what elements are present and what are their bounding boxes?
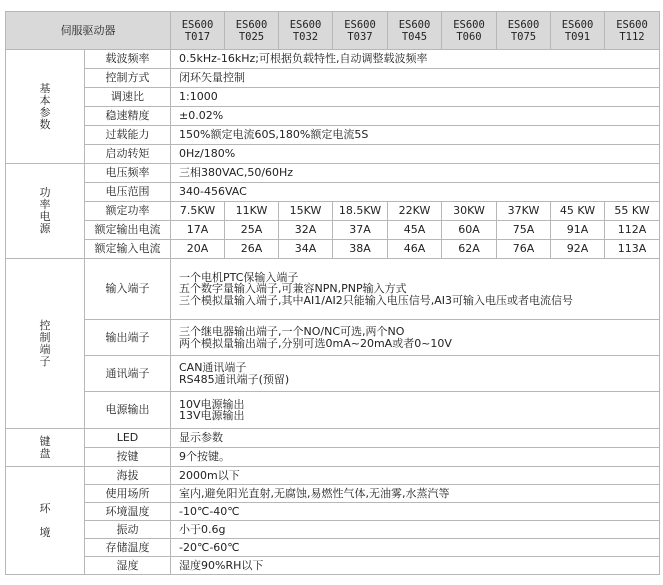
- model-t017: ES600 T017: [171, 12, 225, 50]
- rated-power-cell: 7.5KW: [171, 202, 225, 221]
- row-value: [171, 259, 660, 320]
- table-row: [6, 164, 660, 183]
- comm-terminal-line: CAN通讯端子: [179, 361, 247, 374]
- row-label: 输入端子: [85, 259, 171, 320]
- row-label: 海拔: [85, 467, 171, 485]
- output-terminal-line: 三个继电器输出端子,一个NO/NC可选,两个NO: [179, 325, 405, 338]
- model-t075: ES600 T075: [497, 12, 551, 50]
- category-power: 功率电源: [6, 164, 85, 259]
- model-t091: ES600 T091: [551, 12, 605, 50]
- table-row: [6, 503, 660, 521]
- table-row: [6, 448, 660, 467]
- row-label: 控制方式: [85, 69, 171, 88]
- input-terminal-line: 三个模拟量输入端子,其中AI1/AI2只能输入电压信号,AI3可输入电压或者电流信号: [179, 293, 573, 307]
- header-title: 伺服驱动器: [6, 12, 171, 50]
- output-current-cell: 45A: [388, 221, 442, 240]
- table-row: [6, 467, 660, 485]
- row-label: 通讯端子: [85, 356, 171, 392]
- row-label: 输出端子: [85, 320, 171, 356]
- row-value: ±0.02%: [171, 107, 660, 126]
- input-current-cell: 46A: [388, 240, 442, 259]
- table-row: [6, 107, 660, 126]
- output-current-cell: 25A: [225, 221, 279, 240]
- row-value: 闭环矢量控制: [171, 69, 660, 88]
- table-row: [6, 183, 660, 202]
- input-current-cell: 62A: [442, 240, 497, 259]
- row-label: 使用场所: [85, 485, 171, 503]
- table-row: [6, 429, 660, 448]
- table-row: [6, 557, 660, 575]
- table-row: [6, 145, 660, 164]
- table-row: [6, 392, 660, 429]
- table-row: [6, 485, 660, 503]
- table-row: [6, 88, 660, 107]
- category-environment: 环境: [6, 467, 85, 575]
- model-t032: ES600 T032: [279, 12, 333, 50]
- rated-power-cell: 30KW: [442, 202, 497, 221]
- row-value: 340-456VAC: [171, 183, 660, 202]
- output-terminal-line: 两个模拟量输出端子,分别可选0mA~20mA或者0~10V: [179, 336, 452, 350]
- row-value: 9个按键。: [171, 448, 660, 467]
- row-value: 湿度90%RH以下: [171, 557, 660, 575]
- input-current-cell: 92A: [551, 240, 605, 259]
- header-row: [6, 12, 660, 50]
- output-current-cell: 37A: [333, 221, 388, 240]
- input-terminal-line: 五个数字量输入端子,可兼容NPN,PNP输入方式: [179, 282, 407, 296]
- row-value: [171, 356, 660, 392]
- model-t037: ES600 T037: [333, 12, 388, 50]
- row-value: 0Hz/180%: [171, 145, 660, 164]
- rated-power-cell: 55 KW: [605, 202, 660, 221]
- output-current-cell: 75A: [497, 221, 551, 240]
- rated-power-cell: 18.5KW: [333, 202, 388, 221]
- table-row: [6, 50, 660, 69]
- row-value: [171, 320, 660, 356]
- input-current-cell: 26A: [225, 240, 279, 259]
- row-label: 启动转矩: [85, 145, 171, 164]
- row-label: 电压范围: [85, 183, 171, 202]
- row-label: 额定输出电流: [85, 221, 171, 240]
- input-current-cell: 20A: [171, 240, 225, 259]
- row-value: -10℃-40℃: [171, 503, 660, 521]
- category-basic: 基本参数: [6, 50, 85, 164]
- power-output-line: 10V电源输出: [179, 397, 245, 411]
- input-current-cell: 34A: [279, 240, 333, 259]
- row-label: 过载能力: [85, 126, 171, 145]
- row-value: [171, 392, 660, 429]
- power-output-line: 13V电源输出: [179, 409, 245, 422]
- model-t025: ES600 T025: [225, 12, 279, 50]
- row-label: 稳速精度: [85, 107, 171, 126]
- table-row: [6, 539, 660, 557]
- table-row: [6, 521, 660, 539]
- category-keyboard: 键盘: [6, 429, 85, 467]
- category-control: 控制端子: [6, 259, 85, 429]
- table-row: [6, 69, 660, 88]
- row-label: 额定输入电流: [85, 240, 171, 259]
- row-label: 额定功率: [85, 202, 171, 221]
- output-current-cell: 60A: [442, 221, 497, 240]
- row-value: 室内,避免阳光直射,无腐蚀,易燃性气体,无油雾,水蒸汽等: [171, 485, 660, 503]
- row-label: 振动: [85, 521, 171, 539]
- row-label: 湿度: [85, 557, 171, 575]
- output-current-cell: 112A: [605, 221, 660, 240]
- model-t060: ES600 T060: [442, 12, 497, 50]
- rated-power-cell: 37KW: [497, 202, 551, 221]
- row-label: 环境温度: [85, 503, 171, 521]
- model-t045: ES600 T045: [388, 12, 442, 50]
- output-current-cell: 17A: [171, 221, 225, 240]
- rated-power-cell: 11KW: [225, 202, 279, 221]
- rated-output-current-row: [6, 221, 660, 240]
- row-label: 存储温度: [85, 539, 171, 557]
- row-value: 150%额定电流60S,180%额定电流5S: [171, 126, 660, 145]
- input-current-cell: 76A: [497, 240, 551, 259]
- row-label: 调速比: [85, 88, 171, 107]
- output-current-cell: 91A: [551, 221, 605, 240]
- spec-table: [5, 11, 660, 575]
- row-label: 电源输出: [85, 392, 171, 429]
- rated-power-cell: 22KW: [388, 202, 442, 221]
- row-label: 按键: [85, 448, 171, 467]
- row-value: 2000m以下: [171, 467, 660, 485]
- table-row: [6, 126, 660, 145]
- input-current-cell: 113A: [605, 240, 660, 259]
- rated-power-cell: 45 KW: [551, 202, 605, 221]
- row-value: 三相380VAC,50/60Hz: [171, 164, 660, 183]
- row-label: LED: [85, 429, 171, 448]
- row-label: 载波频率: [85, 50, 171, 69]
- row-value: 1:1000: [171, 88, 660, 107]
- rated-power-row: [6, 202, 660, 221]
- input-current-cell: 38A: [333, 240, 388, 259]
- table-row: [6, 356, 660, 392]
- comm-terminal-line: RS485通讯端子(预留): [179, 372, 290, 386]
- row-label: 电压频率: [85, 164, 171, 183]
- row-value: 显示参数: [171, 429, 660, 448]
- input-terminal-line: 一个电机PTC保输入端子: [179, 270, 299, 284]
- rated-input-current-row: [6, 240, 660, 259]
- table-row: [6, 259, 660, 320]
- table-row: [6, 320, 660, 356]
- rated-power-cell: 15KW: [279, 202, 333, 221]
- output-current-cell: 32A: [279, 221, 333, 240]
- row-value: -20℃-60℃: [171, 539, 660, 557]
- row-value: 小于0.6g: [171, 521, 660, 539]
- model-t112: ES600 T112: [605, 12, 660, 50]
- row-value: 0.5kHz-16kHz;可根据负载特性,自动调整载波频率: [171, 50, 660, 69]
